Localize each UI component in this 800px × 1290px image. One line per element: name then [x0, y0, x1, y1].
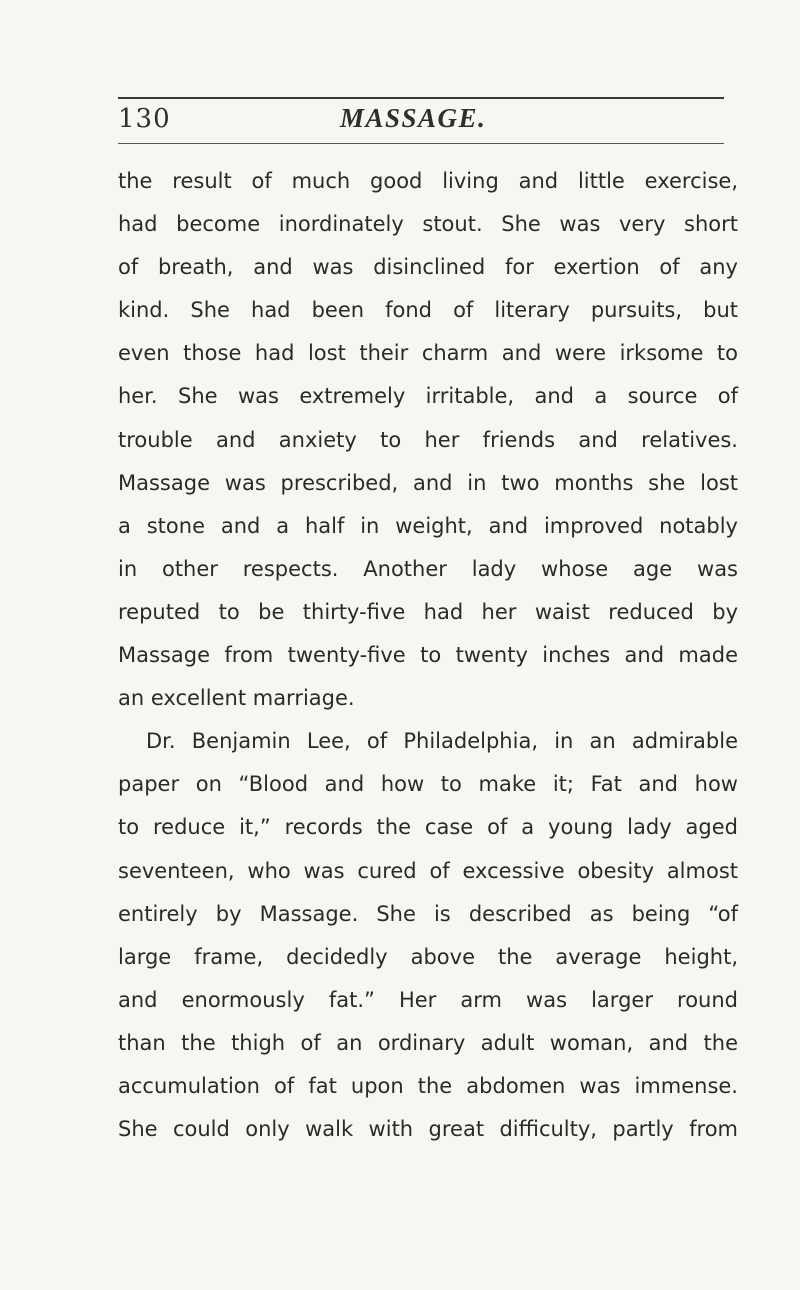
header-bottom-rule: [118, 143, 724, 144]
text-line: reputed to be thirty-five had her waist reduced by: [118, 599, 738, 624]
paragraph-end-line: an excellent marriage.: [118, 686, 355, 711]
text-line: and enormously fat.” Her arm was larger round: [118, 987, 738, 1012]
text-line: entirely by Massage. She is described as being “of: [118, 901, 738, 926]
page-number: 130: [118, 104, 171, 134]
text-line: a stone and a half in weight, and improved notably: [118, 513, 738, 538]
text-line: had become inordinately stout. She was very short: [118, 212, 738, 237]
text-line: even those had lost their charm and were irksome to: [118, 341, 738, 366]
text-line: Massage was prescribed, and in two months she lost: [118, 470, 738, 495]
text-line: to reduce it,” records the case of a young lady aged: [118, 815, 738, 840]
text-line: than the thigh of an ordinary adult woman, and the: [118, 1030, 738, 1055]
body-text: [118, 162, 738, 1153]
text-line: large frame, decidedly above the average height,: [118, 944, 738, 969]
text-line: trouble and anxiety to her friends and relatives.: [118, 427, 738, 452]
running-head-title: MASSAGE.: [340, 103, 487, 133]
text-line: the result of much good living and little exercise,: [118, 169, 738, 193]
text-line: of breath, and was disinclined for exertion of any: [118, 255, 738, 280]
paragraph-start-line: Dr. Benjamin Lee, of Philadelphia, in an admirable: [146, 729, 738, 754]
text-line: kind. She had been fond of literary pursuits, but: [118, 298, 738, 323]
text-line: accumulation of fat upon the abdomen was immense.: [118, 1073, 738, 1098]
text-line: paper on “Blood and how to make it; Fat and how: [118, 772, 738, 797]
text-line: her. She was extremely irritable, and a source of: [118, 384, 738, 409]
text-line: Massage from twenty-five to twenty inches and made: [118, 643, 738, 668]
text-line: She could only walk with great difficulty, partly from: [118, 1117, 738, 1142]
text-line: in other respects. Another lady whose age was: [118, 556, 738, 581]
header-top-rule: [118, 97, 724, 99]
text-line: seventeen, who was cured of excessive obesity almost: [118, 858, 738, 883]
